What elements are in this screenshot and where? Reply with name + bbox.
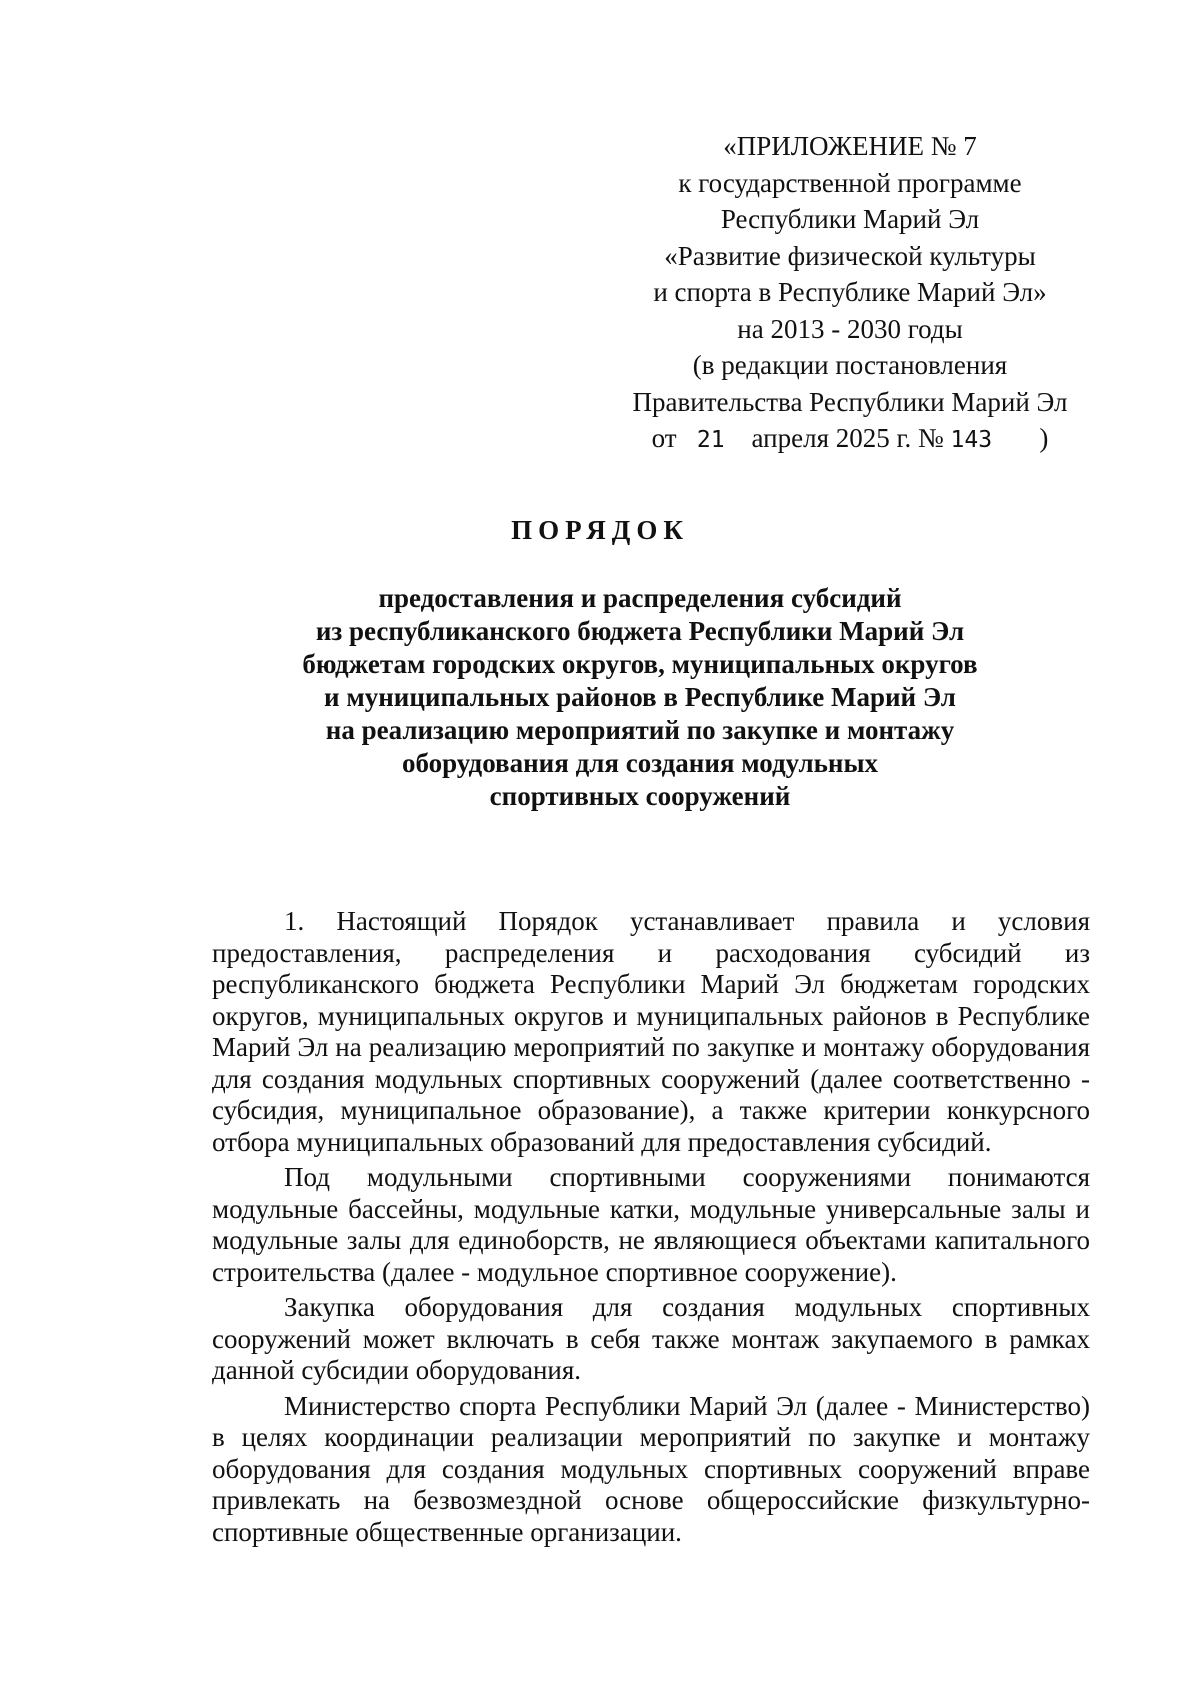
body-paragraph: Под модульными спортивными сооружениями понимаются модульные бассейны, модульные катки, модульные универсальные залы и модульные залы для единоборств, не являющиеся объектами капитального строительства (далее - модульное спортивное сооружение). xyxy=(212,1162,1090,1287)
date-month-year: апреля 2025 г. № xyxy=(751,423,944,453)
date-suffix: ) xyxy=(1039,423,1049,453)
subtitle-line: на реализацию мероприятий по закупке и монтажу xyxy=(325,715,955,745)
subtitle-line: из республиканского бюджета Республики Марий Эл xyxy=(315,616,965,646)
body-paragraph: Министерство спорта Республики Марий Эл (далее - Министерство) в целях координации реализации мероприятий по закупке и монтажу оборудования для создания модульных спортивных сооружений вправе привлекать на безвозмездной основе общероссийские физкультурно-спортивные общественные организации. xyxy=(212,1390,1090,1547)
appendix-line: «Развитие физической культуры xyxy=(664,240,1036,271)
body-paragraph: Закупка оборудования для создания модульных спортивных сооружений может включать в себя также монтаж закупаемого в рамках данной субсидии оборудования. xyxy=(212,1292,1090,1385)
subtitle-line: оборудования для создания модульных xyxy=(401,748,879,778)
appendix-line: Правительства Республики Марий Эл xyxy=(632,386,1068,417)
document-subtitle xyxy=(200,582,1080,813)
document-number: 143 xyxy=(950,427,993,453)
document-title: ПОРЯДОК xyxy=(511,515,689,545)
subtitle-line: предоставления и распределения субсидий xyxy=(378,583,902,613)
date-prefix: от xyxy=(651,423,677,453)
appendix-date-line xyxy=(610,420,1090,459)
body-paragraph: 1. Настоящий Порядок устанавливает правила и условия предоставления, распределения и расходования субсидий из республиканского бюджета Республики Марий Эл бюджетам городских округов, муниципальных округов и муниципальных районов в Республике Марий Эл на реализацию мероприятий по закупке и монтажу оборудования для создания модульных спортивных сооружений (далее соответственно - субсидия, муниципальное образование), а также критерии конкурсного отбора муниципальных образований для предоставления субсидий. xyxy=(212,906,1090,1157)
appendix-line: и спорта в Республике Марий Эл» xyxy=(653,277,1047,307)
appendix-header xyxy=(610,128,1090,459)
subtitle-line: бюджетам городских округов, муниципальных округов xyxy=(302,649,978,679)
appendix-line: к государственной программе xyxy=(678,167,1022,198)
appendix-line: на 2013 - 2030 годы xyxy=(737,313,963,344)
subtitle-line: спортивных сооружений xyxy=(489,781,791,811)
document-body xyxy=(212,906,1090,1552)
date-day: 21 xyxy=(696,427,725,453)
appendix-line: (в редакции постановления xyxy=(692,350,1008,380)
subtitle-line: и муниципальных районов в Республике Марий Эл xyxy=(324,682,956,712)
appendix-line: «ПРИЛОЖЕНИЕ № 7 xyxy=(723,131,977,161)
appendix-line: Республики Марий Эл xyxy=(720,204,980,234)
